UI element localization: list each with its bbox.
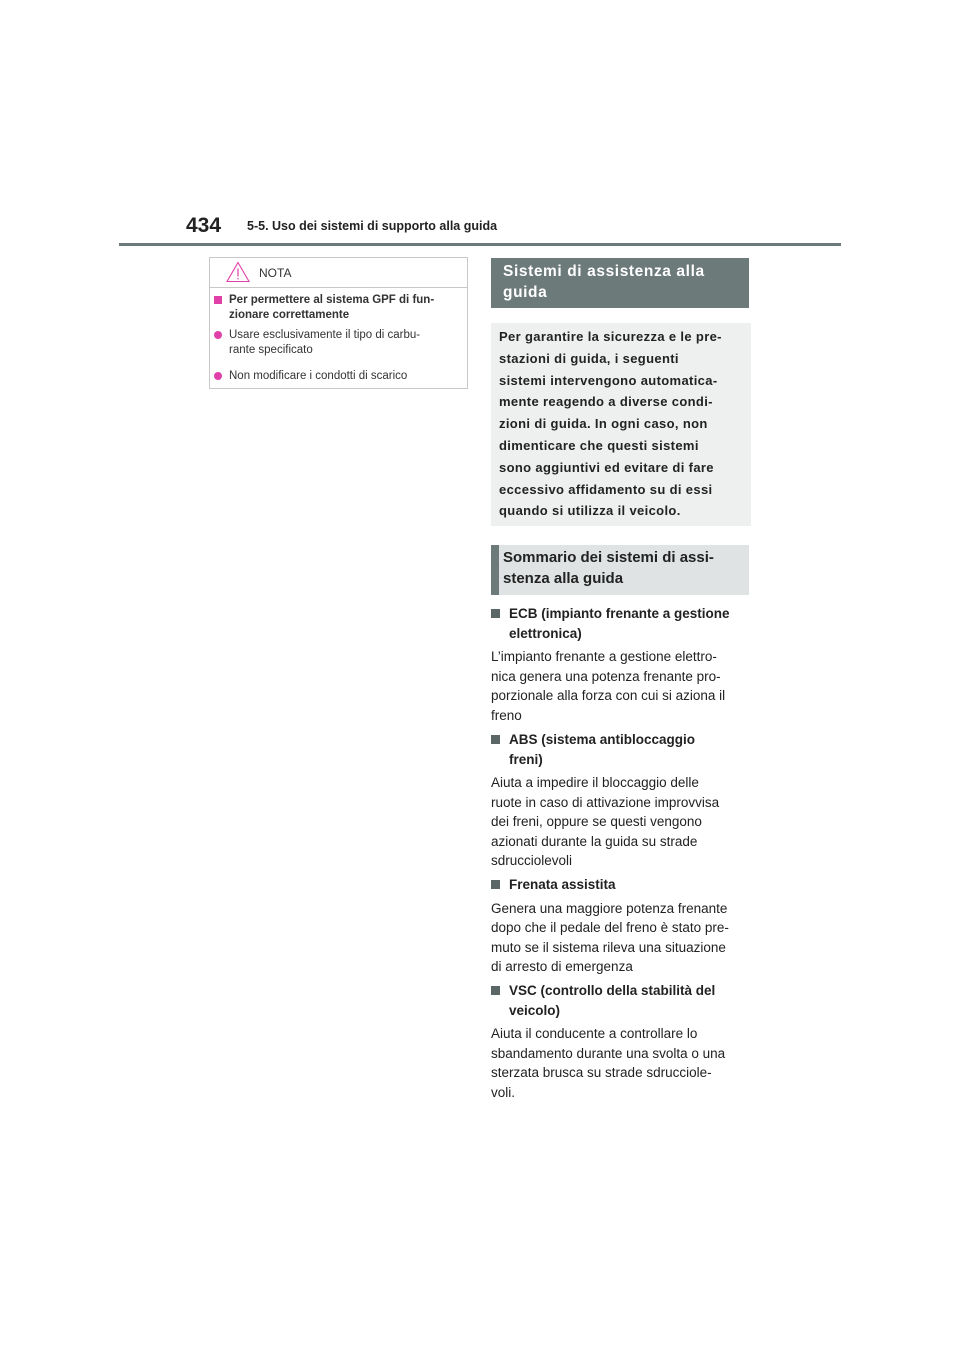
square-bullet-icon: [491, 986, 500, 995]
feature-title-text: Frenata assistita: [509, 877, 616, 892]
warning-triangle-icon: [226, 261, 250, 283]
feature-title: [491, 981, 753, 1020]
nota-item-text: Usare esclusivamente il tipo di carbu- rante specificato: [229, 329, 421, 356]
feature-desc: Genera una maggiore potenza frenante dopo che il pedale del freno è stato pre- muto se il sistema rileva una situazione di arresto di emergenza: [491, 900, 729, 974]
header-divider: [119, 243, 841, 246]
circle-bullet-icon: [214, 331, 222, 339]
feature-ecb: [491, 604, 753, 725]
nota-item-text: Non modificare i condotti di scarico: [229, 370, 408, 382]
summary-heading: Sommario dei sistemi di assi- stenza alla guida: [491, 545, 749, 595]
assist-heading: Sistemi di assistenza alla guida: [491, 258, 749, 308]
square-bullet-icon: [491, 735, 500, 744]
feature-abs: [491, 730, 753, 871]
section-title: 5-5. Uso dei sistemi di supporto alla guida: [247, 219, 498, 233]
feature-desc: Aiuta a impedire il bloccaggio delle ruote in caso di attivazione improvvisa dei freni, oppure se questi vengono azionati durante la guida su strade sdrucciolevoli: [491, 775, 720, 868]
square-bullet-icon: [214, 296, 222, 304]
square-bullet-icon: [491, 880, 500, 889]
feature-title-text: ABS (sistema antibloccaggio freni): [509, 732, 696, 767]
feature-vsc: [491, 981, 753, 1102]
feature-title-text: ECB (impianto frenante a gestione elettronica): [509, 606, 730, 641]
feature-title: [491, 604, 753, 643]
feature-desc: Aiuta il conducente a controllare lo sbandamento durante una svolta o una sterzata brusca su strade sdrucciole- voli.: [491, 1026, 726, 1100]
feature-title-text: VSC (controllo della stabilità del veicolo): [509, 983, 716, 1018]
page-number: 434: [186, 214, 222, 237]
feature-title: [491, 730, 753, 769]
nota-heading: Per permettere al sistema GPF di fun- zionare correttamente: [229, 294, 435, 321]
square-bullet-icon: [491, 609, 500, 618]
circle-bullet-icon: [214, 372, 222, 380]
nota-box: [209, 257, 468, 389]
nota-label: NOTA: [259, 266, 292, 280]
nota-header: [210, 258, 467, 288]
feature-title: [491, 875, 753, 895]
assist-intro: Per garantire la sicurezza e le pre- stazioni di guida, i seguenti sistemi intervengono automatica- mente reagendo a diverse condi- zioni di guida. In ogni caso, non dimenticare che questi sistemi sono aggiuntivi ed evitare di fare eccessivo affidamento su di essi quando si utilizza il veicolo.: [491, 323, 751, 526]
feature-desc: L’impianto frenante a gestione elettro- nica genera una potenza frenante pro- porzionale alla forza con cui si aziona il freno: [491, 649, 726, 723]
feature-brake-assist: [491, 875, 753, 977]
